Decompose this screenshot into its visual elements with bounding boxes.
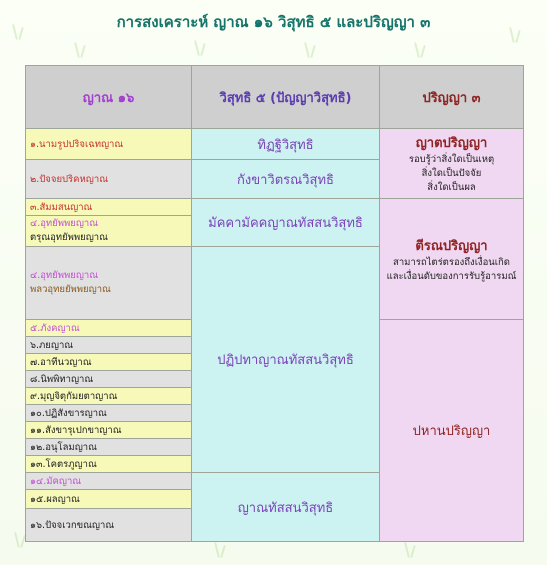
row-nana-6: ๖.ภยญาณ <box>26 337 192 354</box>
nata-parinna-line: สิ่งใดเป็นผล <box>427 182 476 193</box>
cell-nata-parinna <box>380 129 524 199</box>
row-nana-2: ๒.ปัจจยปริคหญาณ <box>26 160 192 199</box>
cell-patipada-visuddhi: ปฏิปทาญาณทัสสนวิสุทธิ <box>192 247 380 473</box>
row-nana-12: ๑๒.อนุโลมญาณ <box>26 439 192 456</box>
row-nana-10: ๑๐.ปฏิสังขารญาณ <box>26 405 192 422</box>
tirana-parinna-line: และเงื่อนดับของการรับรู้อารมณ์ <box>386 270 517 282</box>
cell-kankha-visuddhi: กังขาวิตรณวิสุทธิ <box>192 160 380 199</box>
header-visuddhi: วิสุทธิ ๕ (ปัญญาวิสุทธิ) <box>192 66 380 129</box>
row-nana-4b <box>26 247 192 320</box>
grass-decoration <box>210 540 232 558</box>
row-nana-4b-sub: พลวอุทยยัพพยญาณ <box>30 284 111 295</box>
grass-decoration <box>300 40 322 58</box>
grass-decoration <box>190 38 212 56</box>
row-nana-3: ๓.สัมมสนญาณ <box>26 199 192 216</box>
cell-nanadassana-visuddhi: ญาณทัสสนวิสุทธิ <box>192 473 380 542</box>
nana-visuddhi-table <box>25 65 524 542</box>
row-nana-13: ๑๓.โคตรภูญาณ <box>26 456 192 473</box>
row-nana-4a <box>26 216 192 247</box>
row-nana-1: ๑.นามรูปปริจเฉทญาณ <box>26 129 192 160</box>
row-nana-15: ๑๕.ผลญาณ <box>26 490 192 509</box>
cell-pahana-parinna <box>380 320 524 542</box>
row-nana-8: ๘.นิพพิทาญาณ <box>26 371 192 388</box>
header-parinna: ปริญญา ๓ <box>380 66 524 129</box>
tirana-parinna-line: สามารถไตร่ตรองถึงเงื่อนเกิด <box>393 256 510 268</box>
pahana-parinna-title: ปหานปริญญา <box>412 424 491 439</box>
row-nana-7: ๗.อาทีนวญาณ <box>26 354 192 371</box>
row-nana-14: ๑๔.มัคญาณ <box>26 473 192 490</box>
row-nana-9: ๙.มุญจิตุกัมยตาญาณ <box>26 388 192 405</box>
grass-decoration <box>70 40 92 58</box>
row-nana-4a-sub: ตรุณอุทยัพพยญาณ <box>30 232 108 243</box>
nata-parinna-line: รอบรู้ว่าสิ่งใดเป็นเหตุ <box>408 154 495 165</box>
nata-parinna-line: สิ่งใดเป็นปัจจัย <box>421 168 482 179</box>
nata-parinna-title: ญาตปริญญา <box>415 136 488 151</box>
cell-ditthi-visuddhi: ทิฏฐิวิสุทธิ <box>192 129 380 160</box>
cell-maggamagga-visuddhi: มัคคามัคคญาณทัสสนวิสุทธิ <box>192 199 380 247</box>
grass-decoration <box>400 540 422 558</box>
tirana-parinna-title: ตีรณปริญญา <box>415 238 488 254</box>
row-nana-4a-label: ๔.อุทยัพพยญาณ <box>30 218 99 229</box>
row-nana-5: ๕.ภังคญาณ <box>26 320 192 337</box>
row-nana-16: ๑๖.ปัจจเวกขณญาณ <box>26 509 192 542</box>
cell-tirana-parinna <box>380 199 524 320</box>
row-nana-4b-label: ๔.อุทยัพพยญาณ <box>30 270 99 281</box>
header-nana: ญาณ ๑๖ <box>26 66 192 129</box>
page-title: การสงเคราะห์ ญาณ ๑๖ วิสุทธิ ๕ และปริญญา ๓ <box>116 13 431 31</box>
row-nana-11: ๑๑.สังขารุเปกขาญาณ <box>26 422 192 439</box>
grass-decoration <box>410 40 432 58</box>
